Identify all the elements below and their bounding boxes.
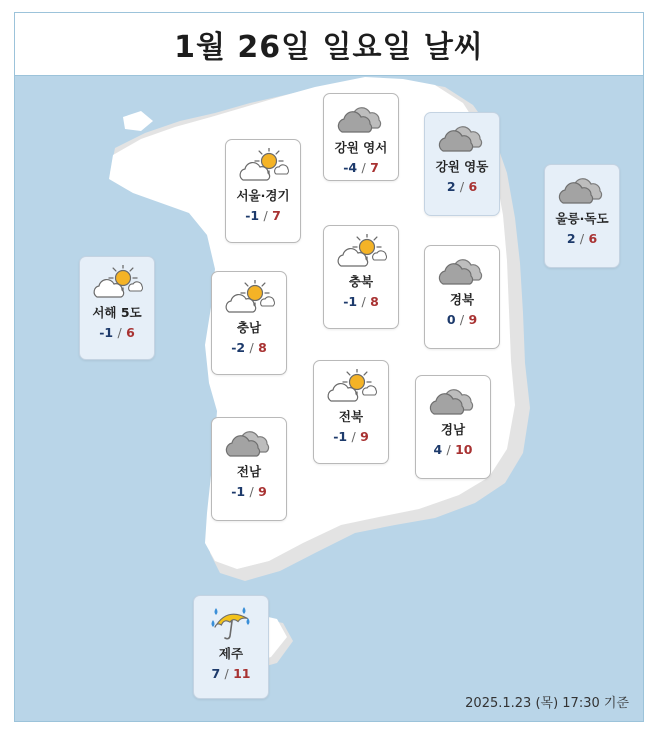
temperature-separator: / bbox=[446, 442, 451, 457]
region-card-seoul-gyeonggi bbox=[225, 139, 301, 243]
page-title: 1월 26일 일요일 날씨 bbox=[174, 30, 484, 65]
temperature-separator: / bbox=[361, 294, 366, 309]
region-temperatures bbox=[425, 179, 499, 194]
temperature-separator: / bbox=[459, 312, 465, 327]
partly-cloudy-icon bbox=[212, 280, 286, 316]
cloudy-icon bbox=[212, 426, 286, 460]
temperature-separator: / bbox=[263, 208, 268, 223]
region-temperatures bbox=[545, 231, 619, 246]
temperature-separator: / bbox=[117, 325, 122, 340]
region-card-jeonbuk bbox=[313, 360, 389, 464]
region-name: 경남 bbox=[440, 422, 466, 437]
temperature-separator: / bbox=[249, 340, 254, 355]
region-temperatures bbox=[416, 442, 490, 457]
temperature-separator: / bbox=[249, 484, 254, 499]
high-temperature: 8 bbox=[258, 340, 267, 355]
high-temperature: 9 bbox=[360, 429, 369, 444]
low-temperature: -4 bbox=[343, 160, 358, 175]
title-bar bbox=[15, 13, 643, 76]
low-temperature: 0 bbox=[446, 312, 456, 327]
region-name: 전남 bbox=[236, 464, 262, 479]
low-temperature: -2 bbox=[231, 340, 246, 355]
region-temperatures bbox=[80, 325, 154, 340]
temperature-separator: / bbox=[224, 666, 229, 681]
high-temperature: 11 bbox=[233, 666, 251, 681]
high-temperature: 9 bbox=[258, 484, 267, 499]
region-name: 충북 bbox=[348, 274, 374, 289]
high-temperature: 8 bbox=[370, 294, 379, 309]
low-temperature: 7 bbox=[211, 666, 221, 681]
region-name: 서해 5도 bbox=[92, 305, 142, 320]
low-temperature: 2 bbox=[446, 179, 456, 194]
temperature-separator: / bbox=[459, 179, 465, 194]
region-card-ulleung-dokdo bbox=[544, 164, 620, 268]
region-temperatures bbox=[212, 340, 286, 355]
partly-cloudy-icon bbox=[324, 234, 398, 270]
region-temperatures bbox=[324, 294, 398, 309]
region-name: 경북 bbox=[449, 292, 475, 307]
region-name: 강원 영서 bbox=[334, 140, 388, 155]
region-name: 서울·경기 bbox=[236, 188, 290, 203]
region-card-seohae-5do bbox=[79, 256, 155, 360]
low-temperature: -1 bbox=[231, 484, 246, 499]
low-temperature: -1 bbox=[99, 325, 114, 340]
region-temperatures bbox=[212, 484, 286, 499]
cloudy-icon bbox=[425, 254, 499, 288]
region-card-jeonnam bbox=[211, 417, 287, 521]
partly-cloudy-icon bbox=[314, 369, 388, 405]
high-temperature: 10 bbox=[455, 442, 473, 457]
low-temperature: 2 bbox=[566, 231, 576, 246]
high-temperature: 9 bbox=[468, 312, 478, 327]
region-temperatures bbox=[194, 666, 268, 681]
temperature-separator: / bbox=[579, 231, 585, 246]
temperature-separator: / bbox=[351, 429, 356, 444]
region-card-gyeongbuk bbox=[424, 245, 500, 349]
region-card-chungnam bbox=[211, 271, 287, 375]
region-card-gyeongnam bbox=[415, 375, 491, 479]
high-temperature: 7 bbox=[370, 160, 379, 175]
weather-map-frame bbox=[14, 12, 644, 722]
partly-cloudy-icon bbox=[80, 265, 154, 301]
region-name: 제주 bbox=[218, 646, 244, 661]
cloudy-icon bbox=[425, 121, 499, 155]
region-temperatures bbox=[226, 208, 300, 223]
reference-time: 2025.1.23 (목) 17:30 기준 bbox=[465, 696, 629, 711]
region-card-chungbuk bbox=[323, 225, 399, 329]
low-temperature: -1 bbox=[245, 208, 260, 223]
partly-cloudy-icon bbox=[226, 148, 300, 184]
high-temperature: 6 bbox=[126, 325, 135, 340]
region-name: 전북 bbox=[338, 409, 364, 424]
cloudy-icon bbox=[416, 384, 490, 418]
region-temperatures bbox=[314, 429, 388, 444]
rain-umbrella-icon bbox=[194, 604, 268, 642]
region-card-jeju bbox=[193, 595, 269, 699]
region-temperatures bbox=[324, 160, 398, 175]
high-temperature: 6 bbox=[468, 179, 478, 194]
high-temperature: 6 bbox=[588, 231, 598, 246]
low-temperature: 4 bbox=[433, 442, 443, 457]
cloudy-icon bbox=[545, 173, 619, 207]
cloudy-icon bbox=[324, 102, 398, 136]
region-card-gangwon-yeongseo bbox=[323, 93, 399, 181]
temperature-separator: / bbox=[361, 160, 366, 175]
high-temperature: 7 bbox=[272, 208, 281, 223]
low-temperature: -1 bbox=[343, 294, 358, 309]
region-card-gangwon-yeongdong bbox=[424, 112, 500, 216]
region-name: 충남 bbox=[236, 320, 262, 335]
region-name: 강원 영동 bbox=[435, 159, 489, 174]
low-temperature: -1 bbox=[333, 429, 348, 444]
region-name: 울릉·독도 bbox=[555, 211, 609, 226]
region-temperatures bbox=[425, 312, 499, 327]
